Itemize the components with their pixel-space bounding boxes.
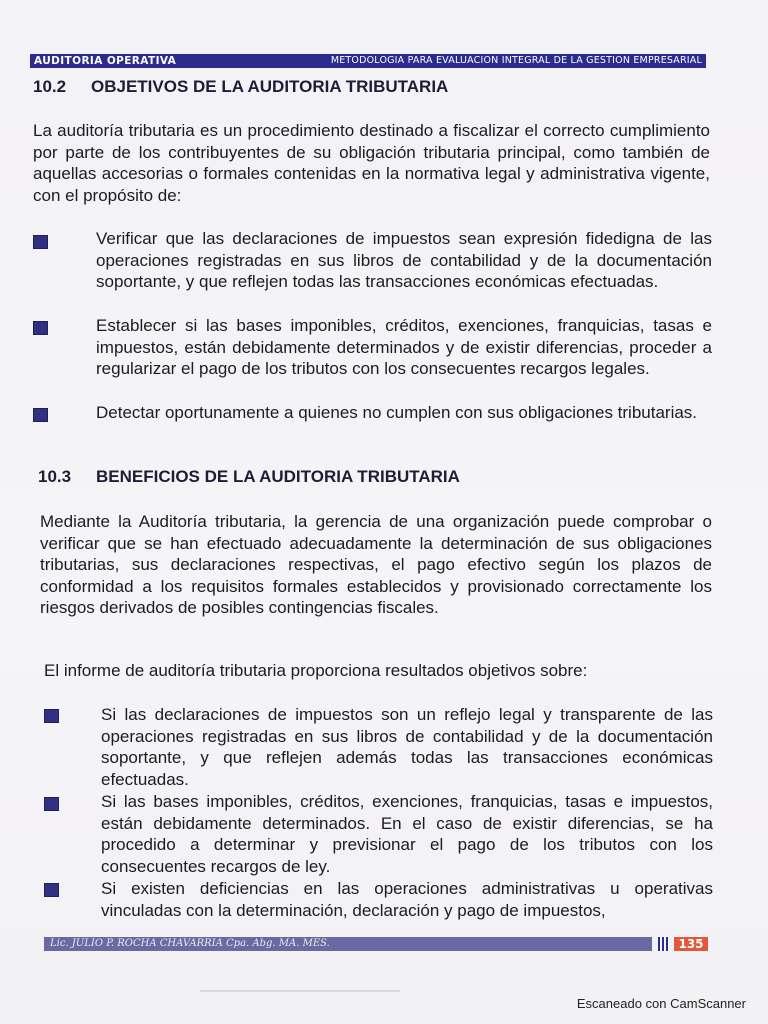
bullet-text: Establecer si las bases imponibles, créditos, exenciones, franquicias, tasas e impuestos, están debidamente determinados y de existir diferencias, proceder a regularizar el pago de los tributos con los consecuentes recargos legales. [96,316,712,378]
section-title: BENEFICIOS DE LA AUDITORIA TRIBUTARIA [96,467,460,486]
section-heading [33,77,448,97]
section-number: 10.2 [33,77,67,96]
section-intro-paragraph: Mediante la Auditoría tributaria, la gerencia de una organización puede comprobar o verificar que se han efectuado adecuadamente la determinación de sus obligaciones tributarias, sus declaraciones respectivas, el pago efectivo según los plazos de conformidad a los requisitos formales establecidos y provisionado correctamente los riesgos derivados de posibles contingencias fiscales. [40,512,712,617]
lead-sentence: El informe de auditoría tributaria proporciona resultados objetivos sobre: [44,661,588,680]
square-bullet-icon [33,408,48,422]
section-number: 10.3 [38,467,72,486]
page-number-badge: 135 [674,937,708,951]
bullet-text: Si las bases imponibles, créditos, exenciones, franquicias, tasas e impuestos, están debidamente determinados. En el caso de existir diferencias, se ha procedido a determinar y previsionar el pago de los tributos con los consecuentes recargos de ley. [101,792,713,876]
bullet-text: Detectar oportunamente a quienes no cumplen con sus obligaciones tributarias. [96,403,698,422]
footer-author: Lic. JULIO P. ROCHA CHAVARRIA Cpa. Abg. MA. MES. [50,938,330,949]
scanner-watermark: Escaneado con CamScanner [576,996,746,1011]
header-right-title: METODOLOGIA PARA EVALUACION INTEGRAL DE LA GESTION EMPRESARIAL [330,55,702,66]
square-bullet-icon [44,797,59,811]
section-heading [38,467,460,487]
square-bullet-icon [44,883,59,897]
running-header [30,54,706,68]
bullet-text: Verificar que las declaraciones de impuestos sean expresión fidedigna de las operaciones registradas en sus libros de contabilidad y de la documentación soportante, y que reflejen todas las transacciones económicas efectuadas. [96,229,712,291]
scan-shadow-divider [200,990,400,992]
square-bullet-icon [44,709,59,723]
bullet-text: Si las declaraciones de impuestos son un reflejo legal y transparente de las operaciones registradas en sus libros de contabilidad y de la documentación soportante, y que reflejen además todas las transacciones económicas efectuadas. [101,705,713,789]
footer-bars-ornament [658,937,672,951]
section-intro-paragraph: La auditoría tributaria es un procedimiento destinado a fiscalizar el correcto cumplimiento por parte de los contribuyentes de su obligación tributaria principal, como también de aquellas accesorias o formales contenidas en la normativa legal y administrativa vigente, con el propósito de: [33,121,710,205]
section-title: OBJETIVOS DE LA AUDITORIA TRIBUTARIA [91,77,449,96]
square-bullet-icon [33,321,48,335]
bullet-text: Si existen deficiencias en las operaciones administrativas u operativas vinculadas con la determinación, declaración y pago de impuestos, [101,879,713,920]
header-left-title: AUDITORIA OPERATIVA [34,55,177,67]
running-footer [44,937,652,951]
square-bullet-icon [33,235,48,249]
